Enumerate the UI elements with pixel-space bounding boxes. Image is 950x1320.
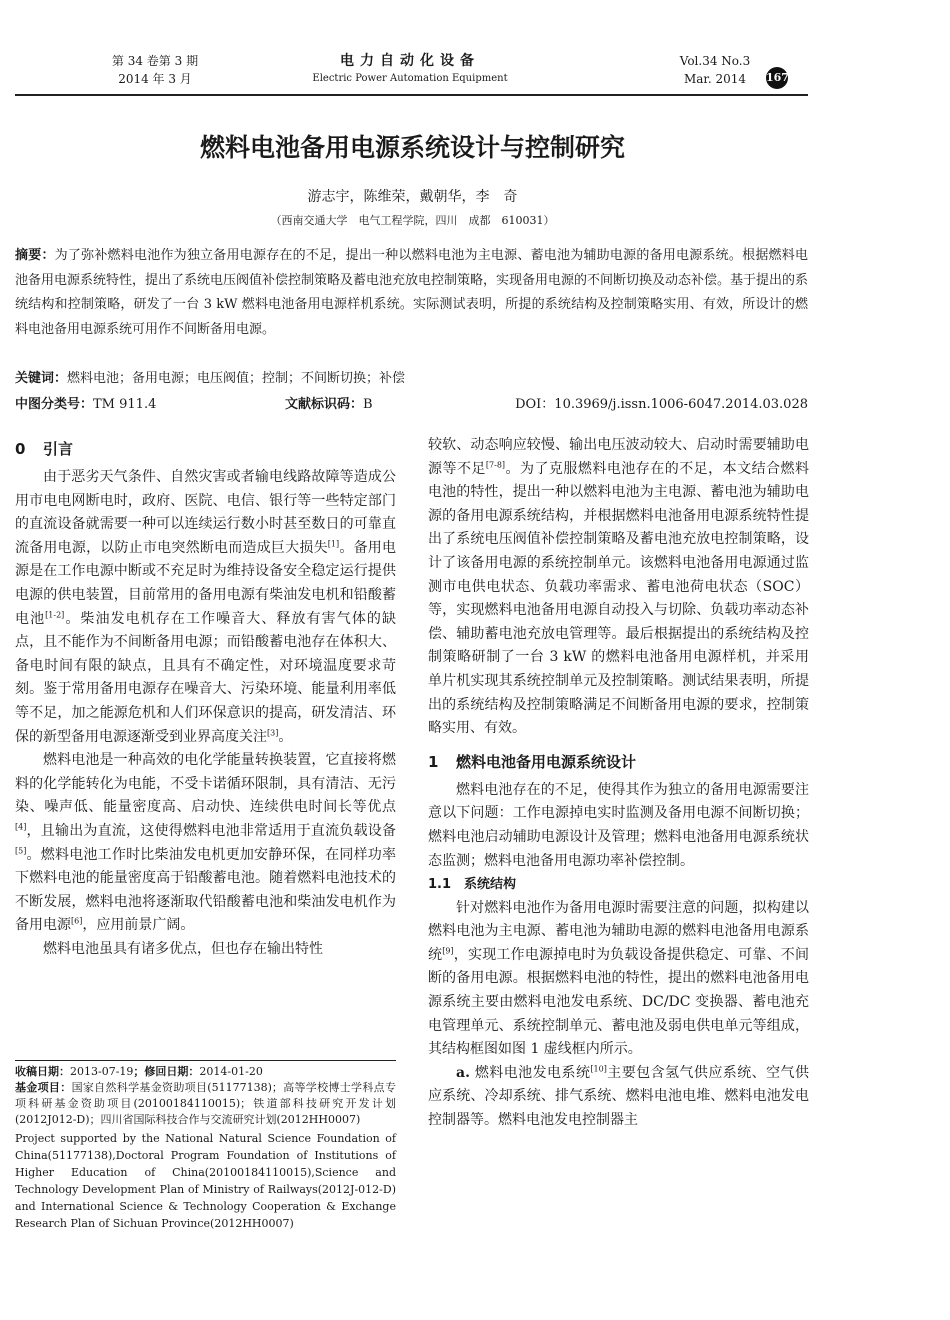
document-code (285, 393, 373, 412)
citation: [1] (327, 539, 340, 549)
paragraph-text: 燃料电池是一种高效的电化学能量转换装置，它直接将燃料的化学能转化为电能，不受卡诺循环限制，具有清洁、无污染、噪声低、能量密度高、启动快、连续供电时间长等优点 (15, 752, 396, 816)
footnote-fund-cn (15, 1080, 396, 1128)
page-number-badge: 167 (766, 67, 788, 89)
header-journal (290, 52, 530, 88)
paragraph-continued (428, 434, 809, 741)
section-heading-intro (15, 434, 396, 466)
header-vol-no (655, 52, 775, 88)
paragraph-text: ，实现工作电源掉电时为负载设备提供稳定、可靠、不间断的备用电源。根据燃料电池的特性，提出的燃料电池备用电源系统主要由燃料电池发电系统、DC/DC 变换器、蓄电池充电管理单元、系统控制单元、蓄电池及弱电供电单元等组成，其结构框图如图 1 虚线框内所示。 (428, 946, 809, 1058)
citation: [9] (442, 946, 454, 956)
doc-code-label: 文献标识码： (285, 397, 364, 412)
footnote (15, 1064, 396, 1232)
right-column (428, 434, 809, 1133)
doc-code-value: B (363, 397, 373, 412)
citation: [6] (71, 916, 83, 926)
paper-affiliation: （西南交通大学 电气工程学院，四川 成都 610031） (270, 214, 555, 227)
clc-label: 中图分类号： (15, 397, 94, 412)
section-number: 0 (15, 440, 26, 458)
section-number: 1 (428, 752, 439, 771)
paragraph (428, 1062, 809, 1133)
header-volume: 第 34 卷第 3 期 (111, 54, 199, 68)
paper-authors: 游志宇，陈维荣，戴朝华，李 奇 (307, 189, 518, 205)
header-vol-en: Vol.34 No.3 (679, 54, 751, 68)
abstract-label: 摘要： (15, 248, 55, 263)
fund-label: 基金项目： (15, 1081, 72, 1094)
paragraph-text: 。备用电源是在工作电源中断或不充足时为维持设备安全稳定运行提供电源的供电装置，目前常用的备用电源有柴油发电机和铅酸蓄电池 (15, 539, 397, 627)
abstract (15, 244, 808, 342)
paragraph-text: ，应用前景广阔。 (82, 917, 195, 934)
footnote-dates (15, 1064, 396, 1080)
paragraph-text: 燃料电池发电系统 (469, 1064, 591, 1081)
section-title: 引言 (43, 440, 74, 458)
paragraph-text: 较软、动态响应较慢、输出电压波动较大、启动时需要辅助电源等不足 (428, 437, 809, 477)
citation: [5] (15, 845, 27, 855)
doi: DOI：10.3969/j.issn.1006-6047.2014.03.028 (515, 397, 808, 412)
header-date-cn: 2014 年 3 月 (118, 72, 192, 86)
footnote-fund-en: Project supported by the National Natural Science Foundation of China(51177138),Doctoral Program Foundation of Institutions of Higher Education of China(20100184110015),Science and Technology Development Plan of Ministry of Railways(2012J-012-D) and International Science & Technology Cooperation & Exchange Research Plan of Sichuan Province(2012HH0007) (15, 1132, 396, 1230)
paragraph (15, 466, 396, 749)
header-date-en: Mar. 2014 (683, 72, 747, 86)
abstract-text: 为了弥补燃料电池作为独立备用电源存在的不足，提出一种以燃料电池为主电源、蓄电池为辅助电源的备用电源系统。根据燃料电池备用电源系统特性，提出了系统电压阀值补偿控制策略及蓄电池充放电控制策略，实现备用电源的不间断切换及动态补偿。基于提出的系统结构和控制策略，研发了一台 3 kW 燃料电池备用电源样机系统。实际测试表明，所提的系统结构及控制策略实用、有效，所设计的燃料电池备用电源系统可用作不间断备用电源。 (15, 248, 809, 337)
paragraph-text: 。为了克服燃料电池存在的不足，本文结合燃料电池的特性，提出一种以燃料电池为主电源、蓄电池为辅助电源的备用电源系统结构，并根据燃料电池备用电源系统特性提出了系统电压阀值补偿控制策略及蓄电池充放电控制策略，设计了该备用电源的系统控制单元。该燃料电池备用电源通过监测市电供电状态、负载功率需求、蓄电池荷电状态（SOC）等，实现燃料电池备用电源自动投入与切除、负载功率动态补偿、辅助蓄电池充放电管理等。最后根据提出的系统结构及控制策略研制了一台 3 kW 的燃料电池备用电源样机，并采用单片机实现其系统控制单元及控制策略。测试结果表明，所提出的系统结构及控制策略满足不间断备用电源的要求，控制策略实用、有效。 (428, 460, 810, 737)
subsection-number: 1.1 (428, 877, 452, 893)
paragraph-text: ，且输出为直流，这使得燃料电池非常适用于直流负载设备 (26, 822, 396, 839)
citation: [4] (15, 822, 27, 832)
fund-text-cn: 国家自然科学基金资助项目(51177138)；高等学校博士学科点专项科研基金资助项目(20100184110015)；铁道部科技研究开发计划(2012J012-D)；四川省国际科技合作与交流研究计划(2012HH0007) (15, 1081, 396, 1126)
received-label: 收稿日期： (15, 1065, 70, 1078)
paragraph-text: 主要包含氢气供应系统、空气供应系统、冷却系统、排气系统、燃料电池电堆、燃料电池发电控制器等。燃料电池发电控制器主 (428, 1064, 810, 1129)
journal-name-en: Electric Power Automation Equipment (312, 73, 508, 84)
subsection-heading (428, 873, 809, 897)
subsection-title: 系统结构 (464, 877, 517, 893)
revised-label: ；修回日期： (133, 1065, 200, 1078)
paragraph-text: 。 (278, 728, 293, 745)
left-column (15, 434, 396, 961)
clc-value: TM 911.4 (93, 397, 157, 412)
paragraph: 燃料电池存在的不足，使得其作为独立的备用电源需要注意以下问题：工作电源掉电实时监测及备用电源不间断切换；燃料电池启动辅助电源设计及管理；燃料电池备用电源系统状态监测；燃料电池备用电源功率补偿控制。 (428, 781, 809, 869)
header-rule (15, 94, 808, 96)
keywords-label: 关键词： (15, 371, 68, 386)
paragraph (15, 938, 396, 962)
paragraph-text: 针对燃料电池作为备用电源时需要注意的问题，拟构建以燃料电池为主电源、蓄电池为辅助电源的燃料电池备用电源系统 (428, 899, 809, 963)
received-date: 2013-07-19 (70, 1065, 134, 1078)
citation: [3] (267, 727, 279, 737)
citation: [1-2] (45, 609, 65, 619)
paper-title: 燃料电池备用电源系统设计与控制研究 (199, 133, 625, 162)
citation: [7-8] (485, 459, 506, 469)
paragraph-text: 。柴油发电机存在工作噪音大、释放有害气体的缺点，且不能作为不间断备用电源；而铅酸蓄电池存在体积大、备电时间有限的缺点，且具有不确定性，对环境温度要求苛刻。鉴于常用备用电源存在噪音大、污染环境、能量利用率低等不足，加之能源危机和人们环保意识的提高，研发清洁、环保的新型备用电源逐渐受到业界高度关注 (15, 610, 396, 745)
paragraph-text: 。燃料电池工作时比柴油发电机更加安静环保，在同样功率下燃料电池的能量密度高于铅酸蓄电池。随着燃料电池技术的不断发展，燃料电池将逐渐取代铅酸蓄电池和柴油发电机作为备用电源 (15, 846, 396, 934)
list-label: a. (456, 1064, 470, 1081)
section-title: 燃料电池备用电源系统设计 (456, 752, 637, 771)
keywords-text: 燃料电池；备用电源；电压阀值；控制；不间断切换；补偿 (67, 371, 406, 386)
journal-name-cn: 电力自动化设备 (340, 53, 480, 69)
paragraph (15, 749, 396, 938)
revised-date: 2014-01-20 (199, 1065, 263, 1078)
paragraph (428, 897, 809, 1062)
footnote-rule (15, 1060, 396, 1061)
clc-number (15, 393, 156, 412)
keywords (15, 368, 808, 390)
citation: [10] (590, 1064, 607, 1074)
header-volume-issue (90, 52, 220, 88)
section-heading-design (428, 747, 809, 779)
paragraph-text: 燃料电池虽具有诸多优点，但也存在输出特性 (43, 940, 323, 957)
paragraph-text: 由于恶劣天气条件、自然灾害或者输电线路故障等造成公用市电电网断电时，政府、医院、电信、银行等一些特定部门的直流设备就需要一种可以连续运行数小时甚至数日的可靠直流备用电源，以防止市电突然断电而造成巨大损失 (15, 469, 396, 556)
